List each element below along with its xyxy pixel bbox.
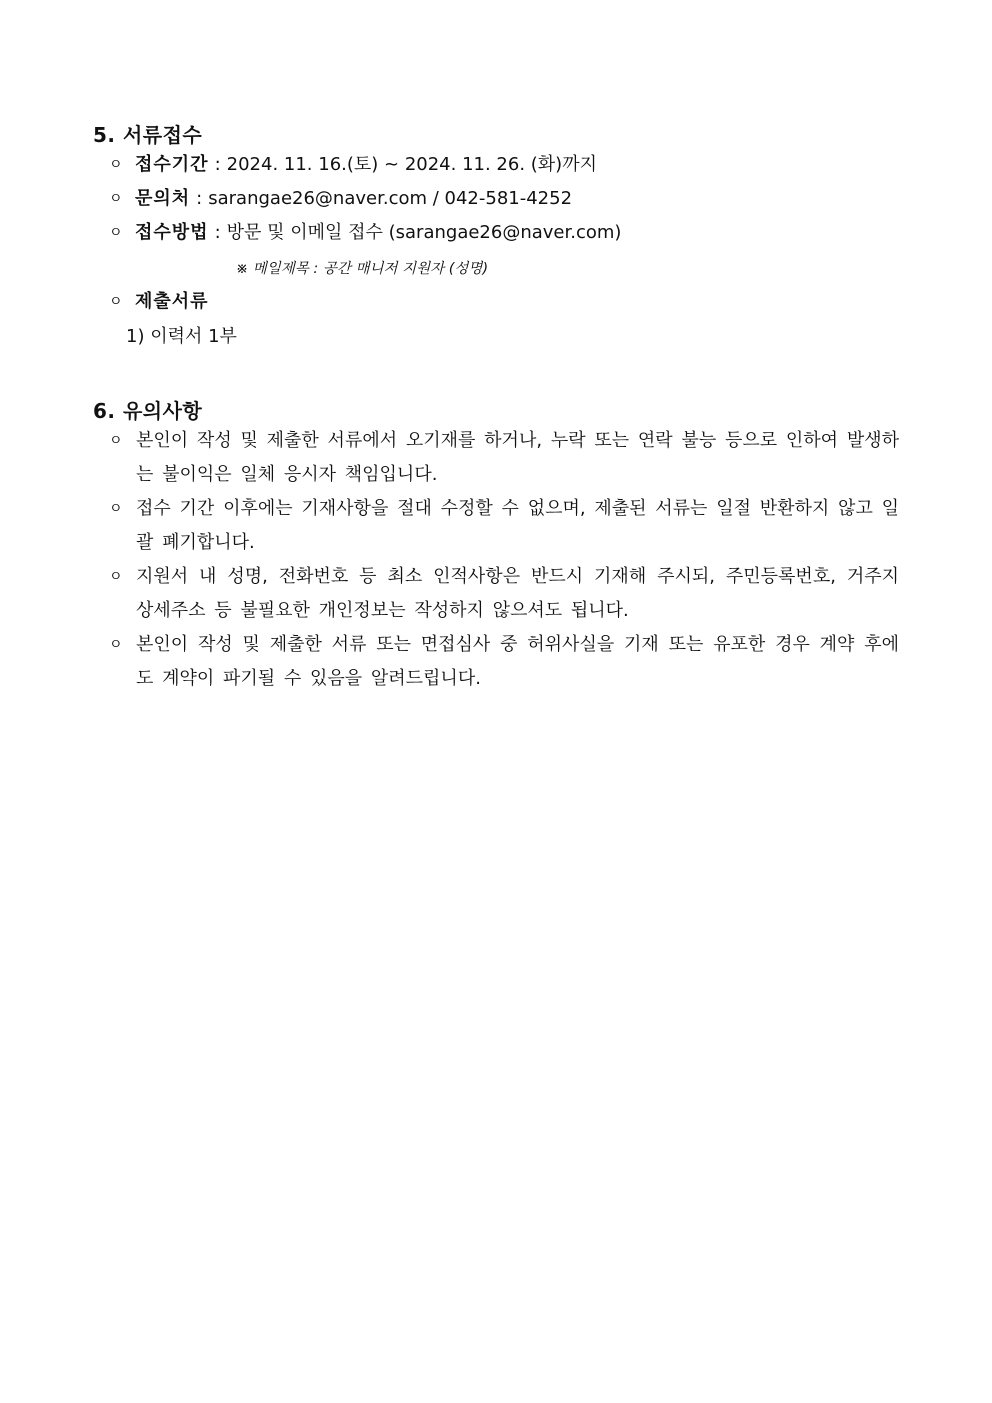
notice-item-2 bbox=[109, 492, 899, 560]
receipt-method-row bbox=[109, 216, 621, 250]
contact-row bbox=[109, 182, 572, 216]
email-subject-note: ※ 메일제목 : 공간 매니저 지원자 (성명) bbox=[236, 261, 489, 277]
notice-item-1 bbox=[109, 424, 899, 492]
receipt-method-label: 접수방법 bbox=[135, 222, 209, 243]
notice-item-4 bbox=[109, 628, 899, 696]
bullet-icon: ㅇ bbox=[109, 294, 123, 310]
notice-text: 지원서 내 성명, 전화번호 등 최소 인적사항은 반드시 기재해 주시되, 주민등록번호, 거주지 상세주소 등 불필요한 개인정보는 작성하지 않으셔도 됩니다. bbox=[136, 566, 899, 621]
receipt-method-value: 방문 및 이메일 접수 (sarangae26@naver.com) bbox=[226, 222, 622, 243]
colon: : bbox=[214, 154, 221, 175]
submission-documents-label: 제출서류 bbox=[135, 291, 209, 312]
receipt-period-label: 접수기간 bbox=[135, 154, 209, 175]
notice-text: 본인이 작성 및 제출한 서류에서 오기재를 하거나, 누락 또는 연락 불능 등으로 인하여 발생하는 불이익은 일체 응시자 책임입니다. bbox=[136, 430, 899, 485]
colon: : bbox=[196, 188, 203, 209]
bullet-icon: ㅇ bbox=[109, 157, 123, 173]
section-6-heading: 6. 유의사항 bbox=[93, 399, 203, 423]
bullet-icon: ㅇ bbox=[109, 225, 123, 241]
section-5-heading: 5. 서류접수 bbox=[93, 123, 203, 147]
bullet-icon: ㅇ bbox=[109, 191, 123, 207]
submission-documents-row bbox=[109, 285, 209, 319]
bullet-icon: ㅇ bbox=[109, 569, 123, 585]
receipt-period-row bbox=[109, 148, 597, 182]
bullet-icon: ㅇ bbox=[109, 637, 123, 653]
bullet-icon: ㅇ bbox=[109, 433, 123, 449]
contact-value: sarangae26@naver.com / 042-581-4252 bbox=[208, 188, 573, 209]
receipt-period-value: 2024. 11. 16.(토) ~ 2024. 11. 26. (화)까지 bbox=[226, 154, 597, 175]
notice-item-3 bbox=[109, 560, 899, 628]
notice-text: 접수 기간 이후에는 기재사항을 절대 수정할 수 없으며, 제출된 서류는 일절 반환하지 않고 일괄 폐기합니다. bbox=[136, 498, 899, 553]
contact-label: 문의처 bbox=[135, 188, 191, 209]
notice-text: 본인이 작성 및 제출한 서류 또는 면접심사 중 허위사실을 기재 또는 유포한 경우 계약 후에도 계약이 파기될 수 있음을 알려드립니다. bbox=[136, 634, 899, 689]
colon: : bbox=[214, 222, 221, 243]
bullet-icon: ㅇ bbox=[109, 501, 123, 517]
document-list-item: 1) 이력서 1부 bbox=[126, 326, 237, 347]
